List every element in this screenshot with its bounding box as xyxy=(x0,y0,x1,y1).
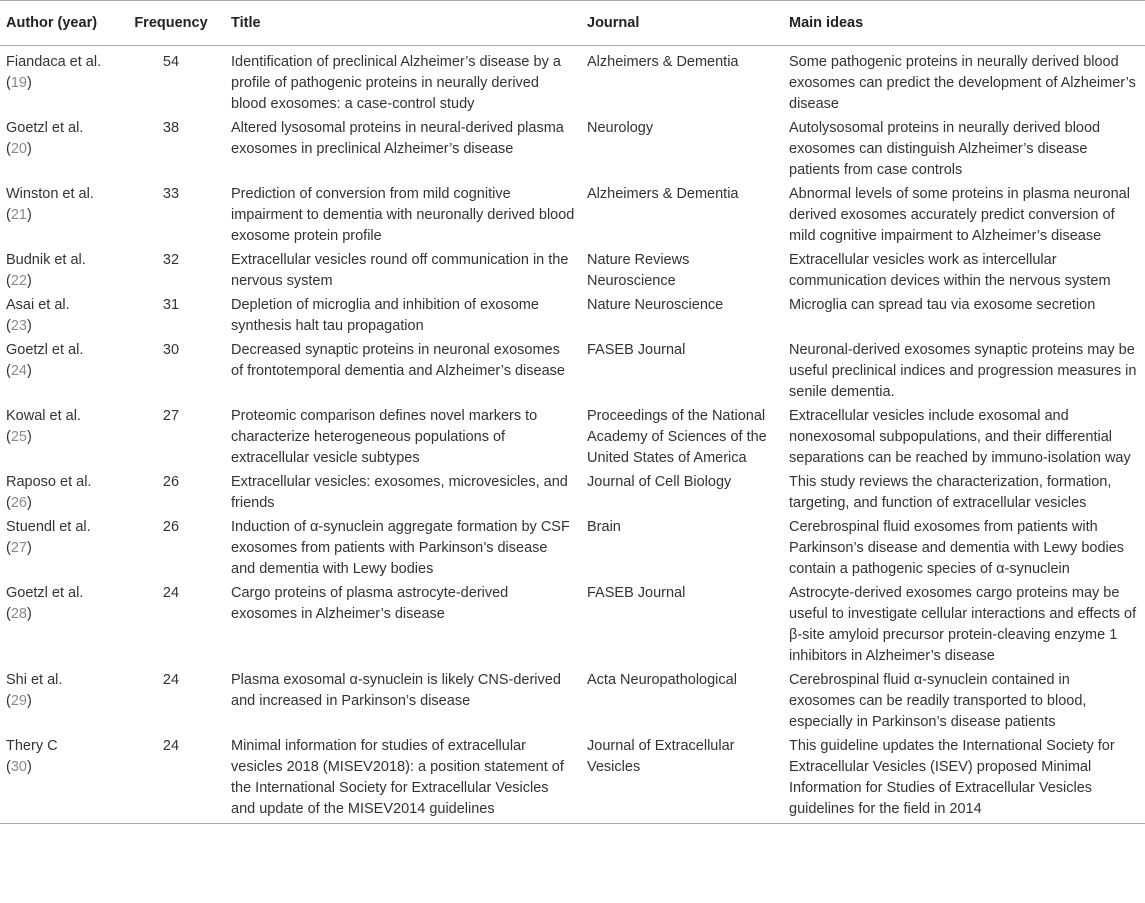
author-name: Shi et al. xyxy=(6,672,63,688)
author-cell xyxy=(0,46,117,118)
frequency-cell: 26 xyxy=(162,474,180,490)
author-cell xyxy=(0,117,117,183)
title-cell: Identification of preclinical Alzheimer’s disease by a profile of pathogenic proteins in neurally derived blood exosomes: a case-control study xyxy=(231,54,561,112)
reference-line: (22) xyxy=(6,273,32,289)
main-ideas-cell: Cerebrospinal fluid α-synuclein contained in exosomes can be readily transported to blood, especially in Parkinson’s disease patients xyxy=(789,672,1087,730)
author-name: Goetzl et al. xyxy=(6,342,84,358)
table-row xyxy=(0,735,1145,824)
header-frequency: Frequency xyxy=(117,1,225,46)
journal-cell: Alzheimers & Dementia xyxy=(587,54,739,70)
reference-link[interactable]: 30 xyxy=(10,759,27,775)
author-cell xyxy=(0,471,117,516)
title-cell: Prediction of conversion from mild cognitive impairment to dementia with neuronally derived blood exosome protein profile xyxy=(231,186,575,244)
author-name: Kowal et al. xyxy=(6,408,81,424)
author-name: Raposo et al. xyxy=(6,474,92,490)
author-cell xyxy=(0,183,117,249)
reference-line: (19) xyxy=(6,75,32,91)
table-row xyxy=(0,582,1145,669)
table-row xyxy=(0,183,1145,249)
reference-link[interactable]: 29 xyxy=(10,693,27,709)
journal-cell: FASEB Journal xyxy=(587,585,686,601)
author-cell xyxy=(0,339,117,405)
reference-link[interactable]: 26 xyxy=(10,495,27,511)
reference-link[interactable]: 28 xyxy=(10,606,27,622)
reference-line: (29) xyxy=(6,693,32,709)
reference-line: (20) xyxy=(6,141,32,157)
title-cell: Extracellular vesicles round off communication in the nervous system xyxy=(231,252,569,289)
journal-cell: Proceedings of the National Academy of Sciences of the United States of America xyxy=(587,408,767,466)
journal-cell: Nature Neuroscience xyxy=(587,297,724,313)
title-cell: Proteomic comparison defines novel markers to characterize heterogeneous populations of extracellular vesicle subtypes xyxy=(231,408,538,466)
reference-line: (25) xyxy=(6,429,32,445)
main-ideas-cell: Neuronal-derived exosomes synaptic proteins may be useful preclinical indices and progression measures in senile dementia. xyxy=(789,342,1137,400)
author-name: Goetzl et al. xyxy=(6,585,84,601)
main-ideas-cell: Some pathogenic proteins in neurally derived blood exosomes can predict the development of Alzheimer’s disease xyxy=(789,54,1136,112)
frequency-cell: 24 xyxy=(162,585,180,601)
title-cell: Cargo proteins of plasma astrocyte-derived exosomes in Alzheimer’s disease xyxy=(231,585,509,622)
author-name: Thery C xyxy=(6,738,58,754)
table-row xyxy=(0,471,1145,516)
author-cell xyxy=(0,516,117,582)
journal-cell: Acta Neuropathological xyxy=(587,672,737,688)
header-author: Author (year) xyxy=(0,1,117,46)
main-ideas-cell: Extracellular vesicles work as intercellular communication devices within the nervous system xyxy=(789,252,1111,289)
main-ideas-cell: This study reviews the characterization, formation, targeting, and function of extracellular vesicles xyxy=(789,474,1112,511)
table-row xyxy=(0,339,1145,405)
frequency-cell: 30 xyxy=(162,342,180,358)
reference-link[interactable]: 21 xyxy=(10,207,27,223)
reference-line: (21) xyxy=(6,207,32,223)
journal-cell: Neurology xyxy=(587,120,654,136)
frequency-cell: 31 xyxy=(162,297,180,313)
frequency-cell: 38 xyxy=(162,120,180,136)
author-name: Goetzl et al. xyxy=(6,120,84,136)
table-body xyxy=(0,46,1145,824)
author-name: Winston et al. xyxy=(6,186,94,202)
header-row xyxy=(0,1,1145,46)
title-cell: Induction of α-synuclein aggregate formation by CSF exosomes from patients with Parkinson’s disease and dementia with Lewy bodies xyxy=(231,519,570,577)
author-cell xyxy=(0,249,117,294)
table-row xyxy=(0,294,1145,339)
main-ideas-cell: Abnormal levels of some proteins in plasma neuronal derived exosomes accurately predict conversion of mild cognitive impairment to Alzheimer’s disease xyxy=(789,186,1130,244)
main-ideas-cell: Extracellular vesicles include exosomal and nonexosomal subpopulations, and their differential separations can be reached by immuno-isolation way xyxy=(789,408,1131,466)
author-cell xyxy=(0,735,117,824)
header-main-ideas: Main ideas xyxy=(783,1,1145,46)
author-cell xyxy=(0,294,117,339)
main-ideas-cell: Astrocyte-derived exosomes cargo proteins may be useful to investigate cellular interactions and effects of β-site amyloid precursor protein-cleaving enzyme 1 inhibitors in Alzheimer’s disease xyxy=(789,585,1137,664)
journal-cell: Journal of Cell Biology xyxy=(587,474,732,490)
journal-cell: FASEB Journal xyxy=(587,342,686,358)
frequency-cell: 54 xyxy=(162,54,180,70)
header-journal: Journal xyxy=(581,1,783,46)
main-ideas-cell: Autolysosomal proteins in neurally derived blood exosomes can distinguish Alzheimer’s disease patients from case controls xyxy=(789,120,1101,178)
author-cell xyxy=(0,669,117,735)
reference-line: (26) xyxy=(6,495,32,511)
title-cell: Decreased synaptic proteins in neuronal exosomes of frontotemporal dementia and Alzheimer’s disease xyxy=(231,342,565,379)
frequency-cell: 24 xyxy=(117,735,225,824)
reference-line: (23) xyxy=(6,318,32,334)
title-cell: Altered lysosomal proteins in neural-derived plasma exosomes in preclinical Alzheimer’s disease xyxy=(231,120,564,157)
author-name: Stuendl et al. xyxy=(6,519,91,535)
frequency-cell: 27 xyxy=(162,408,180,424)
author-name: Asai et al. xyxy=(6,297,70,313)
reference-link[interactable]: 24 xyxy=(10,363,27,379)
title-cell: Extracellular vesicles: exosomes, microvesicles, and friends xyxy=(231,474,568,511)
frequency-cell: 24 xyxy=(162,672,180,688)
frequency-cell: 33 xyxy=(162,186,180,202)
reference-link[interactable]: 19 xyxy=(10,75,27,91)
frequency-cell: 26 xyxy=(162,519,180,535)
journal-cell: Alzheimers & Dementia xyxy=(587,186,739,202)
author-cell xyxy=(0,582,117,669)
title-cell: Depletion of microglia and inhibition of exosome synthesis halt tau propagation xyxy=(231,297,539,334)
header-title: Title xyxy=(225,1,581,46)
journal-cell: Brain xyxy=(587,519,621,535)
table-row xyxy=(0,669,1145,735)
table-row xyxy=(0,405,1145,471)
reference-link[interactable]: 25 xyxy=(10,429,27,445)
table-row xyxy=(0,46,1145,118)
main-ideas-cell: Microglia can spread tau via exosome secretion xyxy=(789,297,1096,313)
main-ideas-cell: Cerebrospinal fluid exosomes from patients with Parkinson’s disease and dementia with Lewy bodies contain a pathogenic species of α-synuclein xyxy=(789,519,1125,577)
main-ideas-cell: This guideline updates the International Society for Extracellular Vesicles (ISEV) proposed Minimal Information for Studies of Extracellular Vesicles guidelines for the field in 2014 xyxy=(783,735,1145,824)
reference-line: (30) xyxy=(6,759,32,775)
journal-cell: Nature Reviews Neuroscience xyxy=(587,252,690,289)
reference-link[interactable]: 23 xyxy=(10,318,27,334)
table-row xyxy=(0,117,1145,183)
author-name: Fiandaca et al. xyxy=(6,54,102,70)
author-name: Budnik et al. xyxy=(6,252,86,268)
frequency-cell: 32 xyxy=(162,252,180,268)
reference-link[interactable]: 27 xyxy=(10,540,27,556)
reference-line: (28) xyxy=(6,606,32,622)
reference-link[interactable]: 20 xyxy=(10,141,27,157)
reference-link[interactable]: 22 xyxy=(10,273,27,289)
table-header xyxy=(0,1,1145,46)
reference-line: (24) xyxy=(6,363,32,379)
title-cell: Plasma exosomal α-synuclein is likely CNS-derived and increased in Parkinson’s disease xyxy=(231,672,561,709)
reference-line: (27) xyxy=(6,540,32,556)
table-row xyxy=(0,516,1145,582)
table-row xyxy=(0,249,1145,294)
title-cell: Minimal information for studies of extracellular vesicles 2018 (MISEV2018): a position statement of the International Society for Extracellular Vesicles and update of the MISEV2014 guidelines xyxy=(225,735,581,824)
journal-cell: Journal of Extracellular Vesicles xyxy=(581,735,783,824)
author-cell xyxy=(0,405,117,471)
